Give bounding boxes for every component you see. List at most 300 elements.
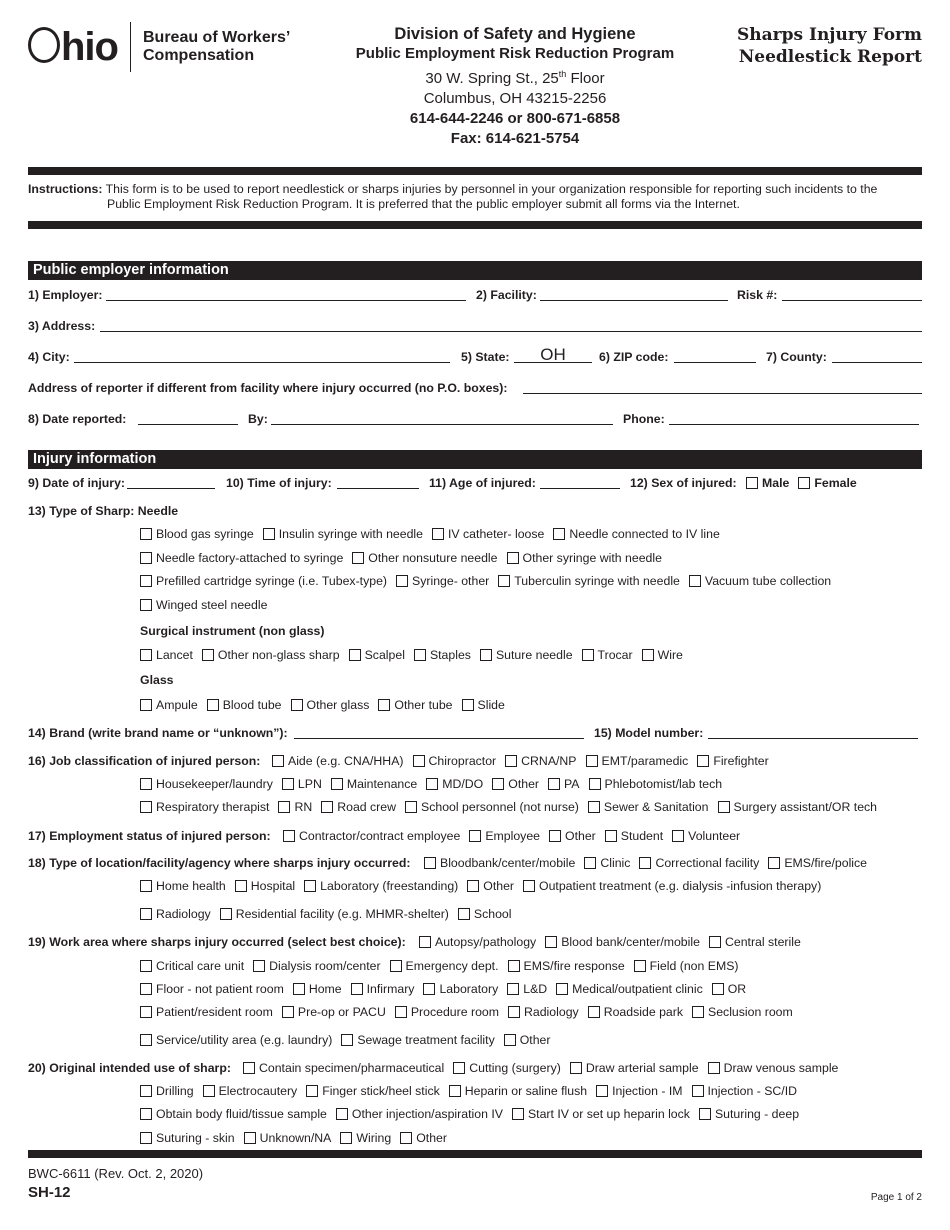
checkbox-label: School [473,907,512,921]
checkbox-label: Employee [485,829,540,843]
checkbox-label: Housekeeper/laundry [156,777,273,791]
checkbox-box[interactable] [426,778,438,790]
by-field[interactable] [271,412,613,425]
option-checkbox[interactable] [672,829,740,843]
sex-female-checkbox[interactable] [798,476,856,490]
checkbox-box[interactable] [413,755,425,767]
option-checkbox[interactable] [634,959,739,973]
checkbox-box[interactable] [304,880,316,892]
option-checkbox[interactable] [291,698,370,712]
checkbox-box[interactable] [798,477,810,489]
checkbox-box[interactable] [140,983,152,995]
checkbox-box[interactable] [349,649,361,661]
form-header [0,0,950,160]
option-checkbox[interactable] [140,907,211,921]
option-checkbox[interactable] [140,527,254,541]
reporter-address-label: Address of reporter if different from facility where injury occurred (no P.O. boxes): [28,381,508,395]
checkbox-label: Lancet [156,648,193,662]
checkbox-label: Vacuum tube collection [704,574,832,588]
checkbox-box[interactable] [331,778,343,790]
checkbox-box[interactable] [469,830,481,842]
checkbox-box[interactable] [462,699,474,711]
option-checkbox[interactable] [699,1107,799,1121]
checkbox-box[interactable] [424,857,436,869]
checkbox-box[interactable] [282,1006,294,1018]
checkbox-label: Volunteer [688,829,741,843]
checkbox-box[interactable] [639,857,651,869]
street-text: 30 W. Spring St., 25 [425,70,559,87]
checkbox-label: Radiology [156,907,211,921]
option-checkbox[interactable] [419,935,536,949]
injury-date-field[interactable] [127,476,215,489]
checkbox-box[interactable] [336,1108,348,1120]
option-checkbox[interactable] [283,829,460,843]
option-checkbox[interactable] [570,1061,699,1075]
option-checkbox[interactable] [512,1107,690,1121]
option-checkbox[interactable] [140,1131,235,1145]
option-checkbox[interactable] [507,982,547,996]
checkbox-label: Home health [156,879,226,893]
checkbox-box[interactable] [699,1108,711,1120]
option-checkbox[interactable] [584,856,630,870]
checkbox-box[interactable] [140,960,152,972]
checkbox-label: Scalpel [364,648,405,662]
checkbox-label: Other glass [306,698,370,712]
checkbox-box[interactable] [549,830,561,842]
option-checkbox[interactable] [588,1005,683,1019]
option-checkbox[interactable] [331,777,417,791]
checkbox-box[interactable] [692,1085,704,1097]
option-checkbox[interactable] [400,1131,447,1145]
option-checkbox[interactable] [639,856,759,870]
date-reported-field[interactable] [138,412,238,425]
checkbox-label: OR [727,982,747,996]
ohio-logo-wordmark: hio [28,27,118,67]
option-checkbox[interactable] [235,879,295,893]
checkbox-box[interactable] [672,830,684,842]
state-field[interactable]: OH [514,350,592,363]
option-checkbox[interactable] [709,935,801,949]
checkbox-box[interactable] [321,801,333,813]
logo-divider [130,22,131,72]
option-checkbox[interactable] [349,648,405,662]
option-checkbox[interactable] [203,1084,298,1098]
checkbox-box[interactable] [140,599,152,611]
option-checkbox[interactable] [282,1005,386,1019]
option-checkbox[interactable] [582,648,633,662]
checkbox-box[interactable] [283,830,295,842]
option-checkbox[interactable] [449,1084,587,1098]
employment-options-row [283,829,749,843]
option-checkbox[interactable] [505,754,576,768]
checkbox-box[interactable] [507,552,519,564]
checkbox-label: Start IV or set up heparin lock [527,1107,690,1121]
checkbox-box[interactable] [390,960,402,972]
checkbox-box[interactable] [405,801,417,813]
checkbox-label: Road crew [337,800,396,814]
option-checkbox[interactable] [140,551,343,565]
checkbox-box[interactable] [352,552,364,564]
model-field[interactable] [708,726,918,739]
surgical-subheading: Surgical instrument (non glass) [140,624,325,638]
checkbox-box[interactable] [588,1006,600,1018]
option-checkbox[interactable] [414,648,471,662]
employer-row [28,288,922,304]
reporter-address-field[interactable] [523,381,922,394]
option-checkbox[interactable] [352,551,497,565]
checkbox-box[interactable] [582,649,594,661]
checkbox-label: Pre-op or PACU [297,1005,386,1019]
use-options-row-3 [140,1107,808,1121]
use-options-row-2 [140,1084,806,1098]
checkbox-box[interactable] [634,960,646,972]
checkbox-box[interactable] [140,552,152,564]
option-checkbox[interactable] [458,907,512,921]
option-checkbox[interactable] [712,982,746,996]
checkbox-box[interactable] [605,830,617,842]
checkbox-box[interactable] [584,857,596,869]
checkbox-box[interactable] [432,528,444,540]
bureau-name [143,29,290,65]
checkbox-label: Aide (e.g. CNA/HHA) [288,754,404,768]
checkbox-box[interactable] [449,1085,461,1097]
option-checkbox[interactable] [697,754,768,768]
checkbox-box[interactable] [480,649,492,661]
option-checkbox[interactable] [469,829,540,843]
checkbox-box[interactable] [414,649,426,661]
employer-label: 1) Employer: [28,288,103,302]
checkbox-label: CRNA/NP [521,754,577,768]
work-area-options-row-5 [140,1033,560,1047]
checkbox-box[interactable] [709,936,721,948]
checkbox-box[interactable] [341,1034,353,1046]
checkbox-box[interactable] [396,575,408,587]
option-checkbox[interactable] [140,698,198,712]
option-checkbox[interactable] [140,777,273,791]
checkbox-box[interactable] [642,649,654,661]
checkbox-label: Sewage treatment facility [357,1033,495,1047]
checkbox-box[interactable] [306,1085,318,1097]
checkbox-box[interactable] [140,801,152,813]
checkbox-box[interactable] [458,908,470,920]
checkbox-box[interactable] [140,1006,152,1018]
option-checkbox[interactable] [523,879,821,893]
brand-field[interactable] [294,726,584,739]
checkbox-label: EMS/fire response [523,959,625,973]
checkbox-box[interactable] [712,983,724,995]
checkbox-box[interactable] [467,880,479,892]
location-options-row-1 [424,856,876,870]
address-street [330,64,700,89]
needle-options-row-2 [140,551,671,565]
injured-age-field[interactable] [540,476,620,489]
sex-male-checkbox[interactable] [746,476,789,490]
checkbox-box[interactable] [556,983,568,995]
checkbox-box[interactable] [378,699,390,711]
location-type-label: 18) Type of location/facility/agency where sharps injury occurred: [28,856,411,870]
injury-time-field[interactable] [337,476,419,489]
checkbox-box[interactable] [263,528,275,540]
address-field[interactable] [100,319,922,332]
option-checkbox[interactable] [140,598,267,612]
option-checkbox[interactable] [692,1084,798,1098]
checkbox-box[interactable] [293,983,305,995]
checkbox-box[interactable] [498,575,510,587]
instructions-line-2: Public Employment Risk Reduction Program. It is preferred that the public employer submit all forms via the Internet. [107,197,740,211]
checkbox-box[interactable] [692,1006,704,1018]
option-checkbox[interactable] [692,1005,793,1019]
option-checkbox[interactable] [423,982,498,996]
option-checkbox[interactable] [545,935,700,949]
option-checkbox[interactable] [453,1061,561,1075]
job-options-row-1 [272,754,778,768]
option-checkbox[interactable] [140,574,387,588]
checkbox-label: Female [814,476,857,490]
needle-options-row-1 [140,527,729,541]
facility-field[interactable] [540,288,728,301]
checkbox-box[interactable] [140,649,152,661]
checkbox-label: Other [565,829,596,843]
checkbox-box[interactable] [140,528,152,540]
use-options-row-1 [243,1061,847,1075]
option-checkbox[interactable] [605,829,663,843]
checkbox-label: Clinic [600,856,631,870]
checkbox-label: Laboratory (freestanding) [320,879,459,893]
checkbox-box[interactable] [504,1034,516,1046]
option-checkbox[interactable] [351,982,415,996]
checkbox-label: Chiropractor [428,754,497,768]
city-label: 4) City: [28,350,70,364]
option-checkbox[interactable] [321,800,396,814]
option-checkbox[interactable] [396,574,489,588]
checkbox-box[interactable] [140,575,152,587]
job-options-row-3 [140,800,886,814]
checkbox-box[interactable] [140,1034,152,1046]
option-checkbox[interactable] [424,856,575,870]
checkbox-label: Suturing - deep [714,1107,800,1121]
checkbox-box[interactable] [243,1062,255,1074]
option-checkbox[interactable] [278,800,312,814]
checkbox-label: Slide [477,698,505,712]
checkbox-label: Trocar [597,648,633,662]
option-checkbox[interactable] [642,648,683,662]
checkbox-box[interactable] [207,699,219,711]
option-checkbox[interactable] [504,1033,551,1047]
checkbox-box[interactable] [553,528,565,540]
option-checkbox[interactable] [202,648,340,662]
checkbox-label: Critical care unit [156,959,245,973]
option-checkbox[interactable] [480,648,573,662]
checkbox-box[interactable] [589,778,601,790]
checkbox-box[interactable] [718,801,730,813]
form-title [737,24,922,68]
checkbox-box[interactable] [588,801,600,813]
option-checkbox[interactable] [432,527,544,541]
county-label: 7) County: [766,350,827,364]
checkbox-label: Roadside park [603,1005,683,1019]
option-checkbox[interactable] [708,1061,839,1075]
option-checkbox[interactable] [390,959,499,973]
county-field[interactable] [832,350,922,363]
option-checkbox[interactable] [304,879,458,893]
checkbox-box[interactable] [512,1108,524,1120]
checkbox-box[interactable] [282,778,294,790]
option-checkbox[interactable] [140,1005,273,1019]
option-checkbox[interactable] [140,1084,194,1098]
option-checkbox[interactable] [243,1061,444,1075]
option-checkbox[interactable] [589,777,723,791]
employer-field[interactable] [106,288,466,301]
option-checkbox[interactable] [508,959,625,973]
checkbox-box[interactable] [340,1132,352,1144]
checkbox-box[interactable] [140,880,152,892]
checkbox-box[interactable] [140,1108,152,1120]
option-checkbox[interactable] [140,959,244,973]
option-checkbox[interactable] [395,1005,499,1019]
option-checkbox[interactable] [507,551,662,565]
checkbox-label: Other [508,777,540,791]
checkbox-box[interactable] [492,778,504,790]
checkbox-box[interactable] [697,755,709,767]
checkbox-label: Drilling [156,1084,194,1098]
risk-number-field[interactable] [782,288,922,301]
checkbox-box[interactable] [689,575,701,587]
checkbox-label: Home [308,982,342,996]
option-checkbox[interactable] [306,1084,440,1098]
checkbox-box[interactable] [768,857,780,869]
option-checkbox[interactable] [253,959,380,973]
option-checkbox[interactable] [140,879,226,893]
checkbox-label: Injection - SC/ID [707,1084,798,1098]
checkbox-box[interactable] [507,983,519,995]
option-checkbox[interactable] [413,754,497,768]
injury-basics-row [28,476,922,492]
option-checkbox[interactable] [508,1005,579,1019]
checkbox-box[interactable] [505,755,517,767]
intended-use-label: 20) Original intended use of sharp: [28,1061,231,1075]
phone-field[interactable] [669,412,919,425]
checkbox-label: Blood bank/center/mobile [561,935,700,949]
model-label: 15) Model number: [594,726,704,740]
checkbox-box[interactable] [586,755,598,767]
city-field[interactable] [74,350,450,363]
checkbox-box[interactable] [570,1062,582,1074]
option-checkbox[interactable] [293,982,342,996]
checkbox-box[interactable] [453,1062,465,1074]
checkbox-box[interactable] [140,1132,152,1144]
checkbox-box[interactable] [140,699,152,711]
state-label: 5) State: [461,350,510,364]
option-checkbox[interactable] [336,1107,503,1121]
checkbox-box[interactable] [395,1006,407,1018]
checkbox-box[interactable] [203,1085,215,1097]
option-checkbox[interactable] [718,800,878,814]
checkbox-label: Procedure room [410,1005,499,1019]
injury-date-label: 9) Date of injury: [28,476,126,490]
zip-field[interactable] [674,350,756,363]
option-checkbox[interactable] [426,777,483,791]
checkbox-box[interactable] [548,778,560,790]
checkbox-box[interactable] [423,983,435,995]
option-checkbox[interactable] [498,574,680,588]
option-checkbox[interactable] [207,698,282,712]
option-checkbox[interactable] [140,1107,327,1121]
option-checkbox[interactable] [282,777,322,791]
option-checkbox[interactable] [689,574,831,588]
option-checkbox[interactable] [596,1084,682,1098]
option-checkbox[interactable] [140,982,284,996]
option-checkbox[interactable] [341,1033,494,1047]
checkbox-label: RN [294,800,313,814]
checkbox-box[interactable] [523,880,535,892]
checkbox-box[interactable] [746,477,758,489]
checkbox-box[interactable] [244,1132,256,1144]
checkbox-box[interactable] [291,699,303,711]
option-checkbox[interactable] [768,856,867,870]
checkbox-box[interactable] [140,1085,152,1097]
checkbox-box[interactable] [400,1132,412,1144]
option-checkbox[interactable] [405,800,579,814]
checkbox-label: Staples [429,648,471,662]
checkbox-label: Other tube [394,698,453,712]
option-checkbox[interactable] [140,1033,332,1047]
checkbox-box[interactable] [278,801,290,813]
option-checkbox[interactable] [549,829,596,843]
option-checkbox[interactable] [462,698,505,712]
checkbox-box[interactable] [272,755,284,767]
option-checkbox[interactable] [140,800,269,814]
fax-number: Fax: 614-621-5754 [450,130,580,147]
option-checkbox[interactable] [140,648,193,662]
checkbox-box[interactable] [253,960,265,972]
checkbox-box[interactable] [140,778,152,790]
option-checkbox[interactable] [244,1131,332,1145]
checkbox-label: Syringe- other [412,574,490,588]
sharp-type-label: 13) Type of Sharp: Needle [28,504,179,518]
checkbox-label: EMS/fire/police [784,856,868,870]
option-checkbox[interactable] [263,527,423,541]
option-checkbox[interactable] [556,982,703,996]
option-checkbox[interactable] [272,754,404,768]
checkbox-label: Other non-glass sharp [217,648,340,662]
option-checkbox[interactable] [588,800,709,814]
by-label: By: [248,412,268,426]
checkbox-box[interactable] [351,983,363,995]
option-checkbox[interactable] [220,907,449,921]
checkbox-box[interactable] [708,1062,720,1074]
option-checkbox[interactable] [553,527,719,541]
checkbox-label: Winged steel needle [156,598,268,612]
work-area-label: 19) Work area where sharps injury occurred (select best choice): [28,935,406,949]
checkbox-box[interactable] [140,908,152,920]
location-options-row-2 [140,879,830,893]
checkbox-box[interactable] [596,1085,608,1097]
option-checkbox[interactable] [340,1131,391,1145]
option-checkbox[interactable] [492,777,539,791]
checkbox-box[interactable] [508,1006,520,1018]
checkbox-box[interactable] [419,936,431,948]
checkbox-box[interactable] [220,908,232,920]
option-checkbox[interactable] [467,879,514,893]
checkbox-box[interactable] [508,960,520,972]
checkbox-box[interactable] [235,880,247,892]
checkbox-box[interactable] [545,936,557,948]
option-checkbox[interactable] [378,698,452,712]
checkbox-label: Draw venous sample [723,1061,839,1075]
option-checkbox[interactable] [548,777,580,791]
option-checkbox[interactable] [586,754,689,768]
checkbox-box[interactable] [202,649,214,661]
